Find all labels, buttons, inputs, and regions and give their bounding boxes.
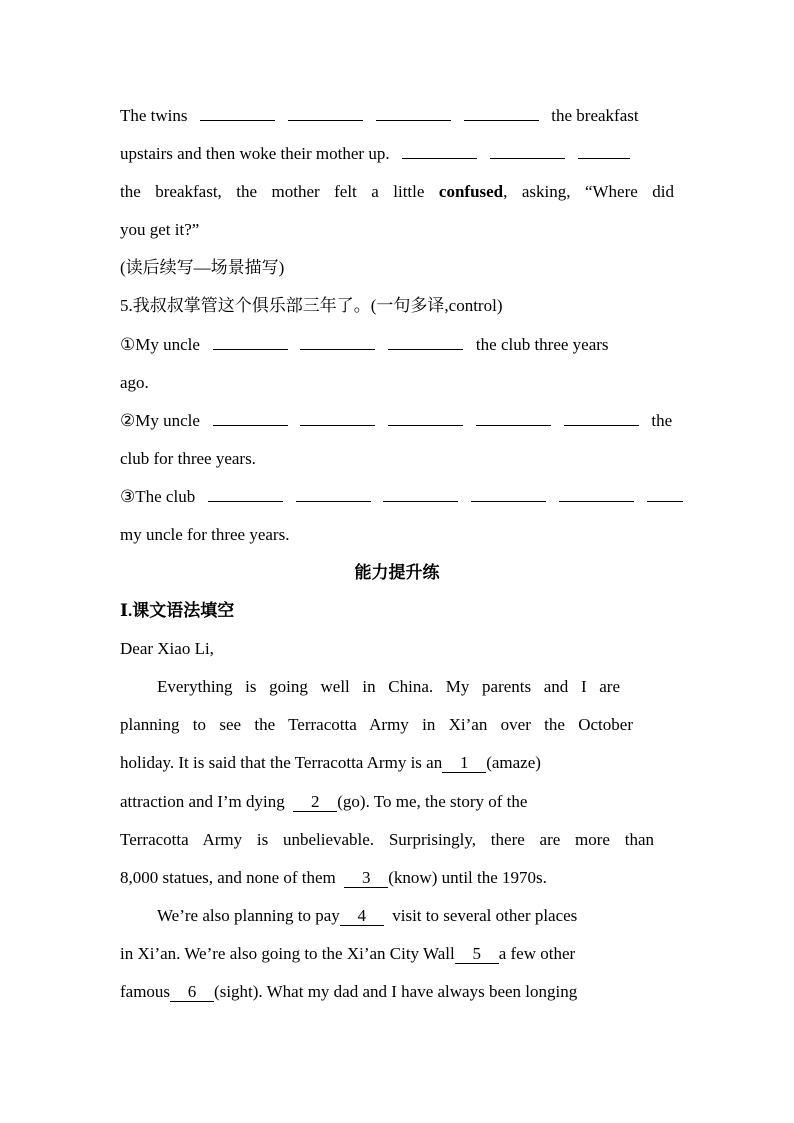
- answer-blank[interactable]: [464, 105, 539, 121]
- text-line: upstairs and then woke their mother up.: [120, 142, 674, 166]
- text-line: Everything is going well in China. My parents and I are: [157, 677, 620, 696]
- answer-blank[interactable]: [300, 334, 375, 350]
- answer-blank[interactable]: [559, 486, 634, 502]
- answer-blank[interactable]: [388, 334, 463, 350]
- text-line: you get it?”: [120, 220, 200, 239]
- text-line: We’re also planning to pay 4 visit to several other places: [157, 906, 578, 925]
- text-line: in Xi’an. We’re also going to the Xi’an City Wall 5 a few other: [120, 944, 576, 963]
- question-5-prompt: 5.我叔叔掌管这个俱乐部三年了。(一句多译,control): [120, 296, 503, 315]
- answer-blank[interactable]: [383, 486, 458, 502]
- answer-blank[interactable]: [213, 410, 288, 426]
- section-title: 能力提升练: [354, 563, 440, 582]
- blank-6[interactable]: 6: [170, 983, 214, 1002]
- option-2: ②My uncle the: [120, 411, 673, 430]
- part-heading: Ⅰ.课文语法填空: [120, 601, 235, 620]
- answer-blank[interactable]: [376, 105, 451, 121]
- task-type-note: (读后续写—场景描写): [120, 258, 285, 277]
- blank-2[interactable]: 2: [293, 793, 337, 812]
- answer-blank[interactable]: [471, 486, 546, 502]
- answer-blank[interactable]: [200, 105, 275, 121]
- blank-4[interactable]: 4: [340, 907, 384, 926]
- blank-3[interactable]: 3: [344, 869, 388, 888]
- answer-blank[interactable]: [578, 143, 630, 159]
- text-line: club for three years.: [120, 449, 256, 468]
- text-line: holiday. It is said that the Terracotta Army is an 1 (amaze): [120, 753, 541, 772]
- answer-blank[interactable]: [476, 410, 551, 426]
- option-3: ③The club: [120, 485, 674, 509]
- answer-blank[interactable]: [647, 486, 683, 502]
- text-line: the breakfast, the mother felt a little confused, asking, “Where did: [120, 182, 675, 201]
- text-line: planning to see the Terracotta Army in Xi’an over the October: [120, 715, 633, 734]
- answer-blank[interactable]: [208, 486, 283, 502]
- answer-blank[interactable]: [296, 486, 371, 502]
- answer-blank[interactable]: [402, 143, 477, 159]
- blank-5[interactable]: 5: [455, 945, 499, 964]
- letter-greeting: Dear Xiao Li,: [120, 639, 214, 658]
- text-line: Terracotta Army is unbelievable. Surprisingly, there are more than: [120, 830, 654, 849]
- text-line: famous 6 (sight). What my dad and I have always been longing: [120, 982, 578, 1001]
- answer-blank[interactable]: [564, 410, 639, 426]
- blank-1[interactable]: 1: [442, 754, 486, 773]
- text-line: attraction and I’m dying 2 (go). To me, the story of the: [120, 792, 528, 811]
- answer-blank[interactable]: [490, 143, 565, 159]
- text-line: 8,000 statues, and none of them 3 (know) until the 1970s.: [120, 868, 547, 887]
- text-line: my uncle for three years.: [120, 525, 290, 544]
- answer-blank[interactable]: [300, 410, 375, 426]
- answer-blank[interactable]: [388, 410, 463, 426]
- text-line: ago.: [120, 373, 149, 392]
- text-line: The twins the breakfast: [120, 106, 639, 125]
- answer-blank[interactable]: [288, 105, 363, 121]
- option-1: ①My uncle the club three years: [120, 335, 609, 354]
- answer-blank[interactable]: [213, 334, 288, 350]
